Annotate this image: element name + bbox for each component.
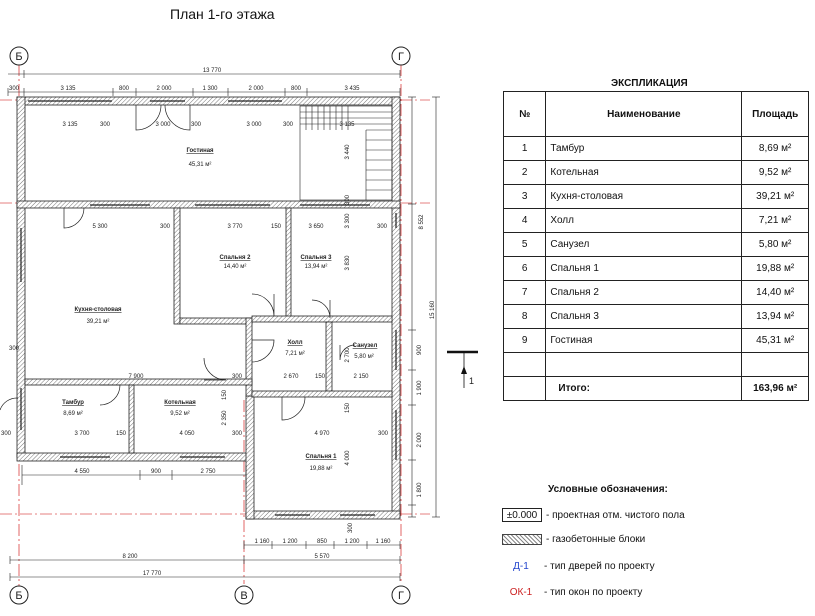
svg-text:3 000: 3 000 <box>155 122 171 128</box>
svg-text:3 135: 3 135 <box>339 122 355 128</box>
bottom-dimensions <box>10 541 400 581</box>
dim-top-total: 13 770 <box>202 68 222 74</box>
svg-text:900: 900 <box>150 469 162 475</box>
explication-table <box>503 91 809 401</box>
svg-text:4 000: 4 000 <box>345 450 351 466</box>
room-spalnya2 <box>220 255 252 270</box>
svg-text:Б: Б <box>15 590 23 602</box>
svg-text:300: 300 <box>9 86 20 92</box>
room-tambur <box>62 399 84 417</box>
header-name: Наименование <box>546 92 742 137</box>
svg-text:Г: Г <box>398 590 404 602</box>
svg-text:2 670: 2 670 <box>283 374 299 380</box>
table-row: 3 Кухня-столовая 39,21 м² <box>504 185 809 209</box>
dim-8552: 8 552 <box>419 214 425 230</box>
svg-text:1 160: 1 160 <box>375 539 391 545</box>
svg-text:Спальня 3: Спальня 3 <box>300 255 332 261</box>
dim-bottom-total: 17 770 <box>142 571 162 577</box>
hatch-symbol <box>502 534 542 545</box>
svg-text:5 300: 5 300 <box>92 224 108 230</box>
svg-text:2 000: 2 000 <box>417 432 423 448</box>
dim-inner-row1 <box>62 122 355 128</box>
dim-left-300a: 300 <box>9 346 20 352</box>
svg-text:2 000: 2 000 <box>156 86 172 92</box>
axis-b-bottom <box>10 586 28 604</box>
svg-text:850: 850 <box>316 539 328 545</box>
svg-text:4 050: 4 050 <box>179 431 195 437</box>
section-mark <box>447 352 478 388</box>
svg-text:В: В <box>240 590 248 602</box>
dim-left-300b: 300 <box>1 431 12 437</box>
svg-text:1 200: 1 200 <box>282 539 298 545</box>
svg-text:2 700: 2 700 <box>345 347 351 363</box>
axis-g-bottom <box>392 586 410 604</box>
svg-text:9,52 м²: 9,52 м² <box>170 411 190 417</box>
table-total-row <box>504 377 809 401</box>
svg-text:1 800: 1 800 <box>417 482 423 498</box>
svg-text:14,40 м²: 14,40 м² <box>223 264 247 270</box>
svg-text:150: 150 <box>345 402 351 414</box>
svg-text:800: 800 <box>118 86 130 92</box>
dim-mid2 <box>74 431 388 437</box>
dim-8200: 8 200 <box>122 554 138 560</box>
table-row: 7 Спальня 2 14,40 м² <box>504 281 809 305</box>
table-row: 6 Спальня 1 19,88 м² <box>504 257 809 281</box>
svg-text:45,31 м²: 45,31 м² <box>188 162 212 168</box>
table-row: 1 Тамбур 8,69 м² <box>504 137 809 161</box>
legend-item-elevation: ±0.000 - проектная отм. чистого пола <box>502 508 685 522</box>
svg-text:7 900: 7 900 <box>128 374 144 380</box>
svg-text:19,88 м²: 19,88 м² <box>309 466 333 472</box>
svg-text:300: 300 <box>377 431 389 437</box>
svg-text:1 160: 1 160 <box>254 539 270 545</box>
svg-text:2 150: 2 150 <box>353 374 369 380</box>
svg-text:Гостиная: Гостиная <box>186 148 214 154</box>
svg-text:Спальня 2: Спальня 2 <box>219 255 251 261</box>
svg-text:3 135: 3 135 <box>60 86 76 92</box>
header-number: № <box>504 92 546 137</box>
elevation-symbol: ±0.000 <box>502 508 542 522</box>
total-label: Итого: <box>546 377 742 401</box>
svg-text:3 135: 3 135 <box>62 122 78 128</box>
header-area: Площадь <box>742 92 809 137</box>
svg-text:Б: Б <box>15 51 23 63</box>
svg-text:5,80 м²: 5,80 м² <box>354 354 374 360</box>
table-row: 8 Спальня 3 13,94 м² <box>504 305 809 329</box>
svg-text:Санузел: Санузел <box>352 343 378 349</box>
svg-text:2 000: 2 000 <box>248 86 264 92</box>
svg-text:7,21 м²: 7,21 м² <box>285 351 305 357</box>
room-spalnya3 <box>301 255 333 270</box>
dim-5570: 5 570 <box>314 554 330 560</box>
svg-text:4 550: 4 550 <box>74 469 90 475</box>
svg-text:Холл: Холл <box>287 340 303 346</box>
room-kotelnaya <box>164 400 196 417</box>
svg-text:Спальня 1: Спальня 1 <box>305 454 337 460</box>
svg-text:2 350: 2 350 <box>222 410 228 426</box>
window-type-symbol: ОК-1 <box>509 586 533 598</box>
room-sanuzel <box>353 343 378 360</box>
room-gostinaya <box>186 148 214 168</box>
svg-text:300: 300 <box>231 374 243 380</box>
svg-text:Тамбур: Тамбур <box>62 400 84 406</box>
dim-15160: 15 160 <box>430 300 436 320</box>
svg-text:800: 800 <box>290 86 302 92</box>
legend-item-blocks: - газобетонные блоки <box>502 534 645 545</box>
svg-text:300: 300 <box>348 522 354 534</box>
table-row: 5 Санузел 5,80 м² <box>504 233 809 257</box>
svg-text:150: 150 <box>314 374 326 380</box>
svg-text:300: 300 <box>376 224 388 230</box>
svg-text:300: 300 <box>282 122 294 128</box>
dim-low <box>22 465 246 485</box>
svg-text:150: 150 <box>115 431 127 437</box>
svg-text:3 770: 3 770 <box>227 224 243 230</box>
dim-top-row <box>9 86 360 92</box>
svg-text:3 300: 3 300 <box>345 213 351 229</box>
room-spalnya1 <box>306 454 338 472</box>
table-row: 2 Котельная 9,52 м² <box>504 161 809 185</box>
svg-text:300: 300 <box>345 194 351 206</box>
door-type-symbol: Д-1 <box>513 560 529 572</box>
svg-text:3 650: 3 650 <box>308 224 324 230</box>
svg-text:300: 300 <box>231 431 243 437</box>
legend-item-doors: Д-1 - тип дверей по проекту <box>502 560 655 572</box>
svg-text:3 830: 3 830 <box>345 255 351 271</box>
legend-title: Условные обозначения: <box>548 484 668 495</box>
page-title: План 1-го этажа <box>170 6 275 22</box>
svg-text:300: 300 <box>159 224 171 230</box>
svg-text:3 435: 3 435 <box>344 86 360 92</box>
room-holl <box>285 340 304 357</box>
svg-text:Г: Г <box>398 51 404 63</box>
svg-text:3 000: 3 000 <box>246 122 262 128</box>
svg-text:13,94 м²: 13,94 м² <box>304 264 328 270</box>
svg-text:2 750: 2 750 <box>200 469 216 475</box>
room-kuhnya <box>74 307 122 325</box>
svg-text:1 300: 1 300 <box>202 86 218 92</box>
svg-text:Кухня-столовая: Кухня-столовая <box>74 307 122 313</box>
dim-inner-row2 <box>92 224 387 230</box>
table-row: 9 Гостиная 45,31 м² <box>504 329 809 353</box>
svg-text:150: 150 <box>222 389 228 401</box>
total-value: 163,96 м² <box>742 377 809 401</box>
dim-bottom-row <box>254 539 391 545</box>
table-row-empty <box>504 353 809 377</box>
svg-text:39,21 м²: 39,21 м² <box>86 319 110 325</box>
table-header-row <box>504 92 809 137</box>
svg-text:1 900: 1 900 <box>417 380 423 396</box>
legend-item-windows: ОК-1 - тип окон по проекту <box>502 586 642 598</box>
explication-title: ЭКСПЛИКАЦИЯ <box>611 78 688 89</box>
svg-text:8,69 м²: 8,69 м² <box>63 411 83 417</box>
svg-text:3 700: 3 700 <box>74 431 90 437</box>
svg-text:Котельная: Котельная <box>164 400 196 406</box>
svg-text:300: 300 <box>99 122 111 128</box>
svg-text:150: 150 <box>270 224 282 230</box>
svg-text:1: 1 <box>469 376 475 386</box>
table-row: 4 Холл 7,21 м² <box>504 209 809 233</box>
svg-text:4 970: 4 970 <box>314 431 330 437</box>
svg-text:900: 900 <box>417 344 423 356</box>
svg-text:1 200: 1 200 <box>344 539 360 545</box>
svg-text:3 440: 3 440 <box>345 144 351 160</box>
svg-text:300: 300 <box>190 122 202 128</box>
